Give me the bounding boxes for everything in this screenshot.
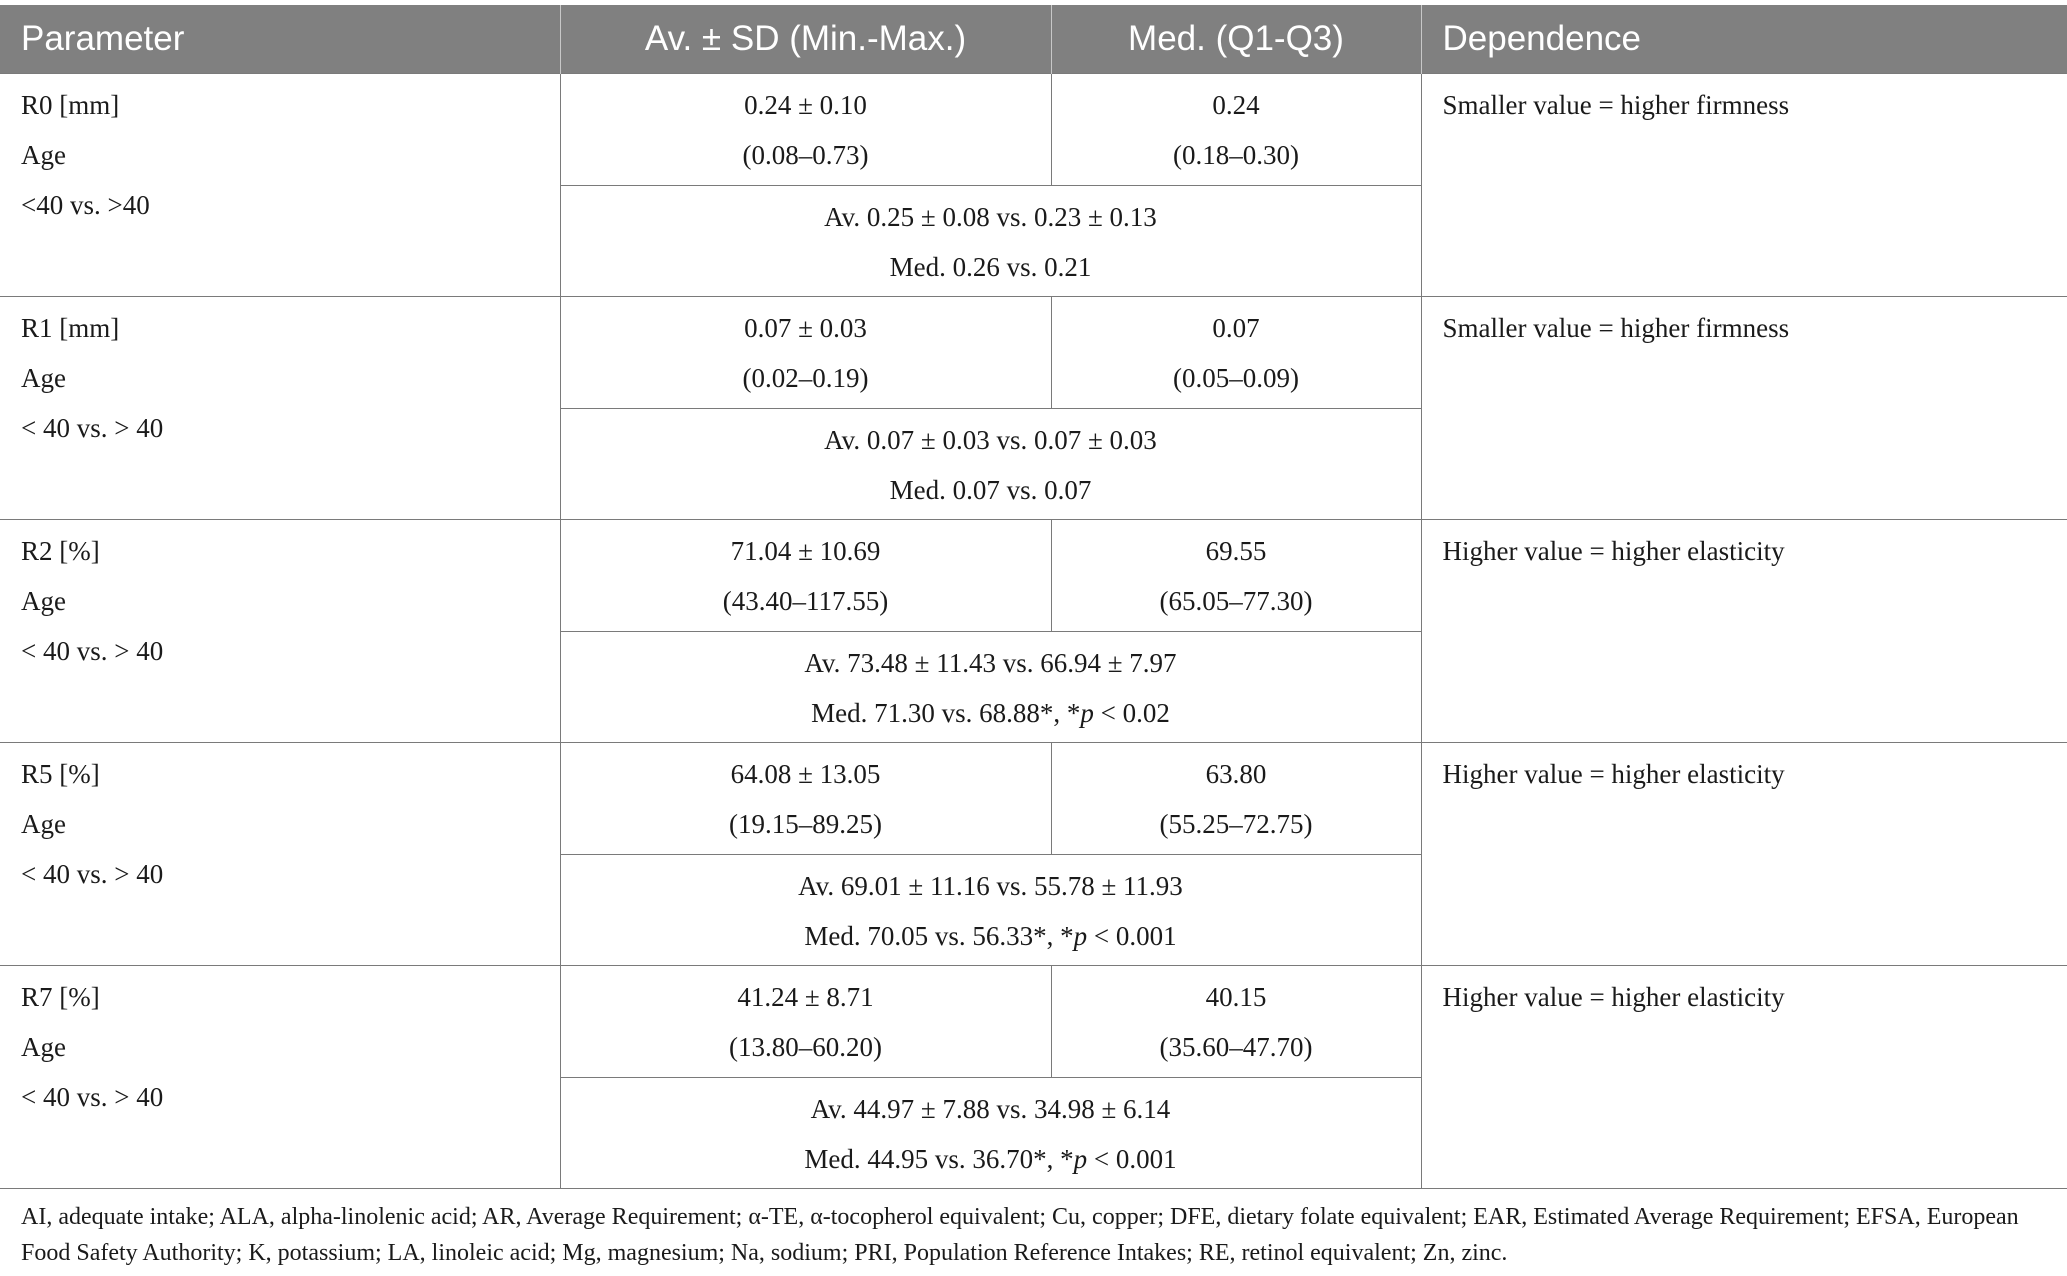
p-value: < 0.001 — [1087, 1144, 1177, 1174]
age-label: Age — [21, 1032, 66, 1062]
parameter-cell — [0, 743, 560, 966]
age-median-text: Med. 44.95 vs. 36.70*, * — [804, 1144, 1074, 1174]
min-max-value: (43.40–117.55) — [722, 586, 889, 616]
median-value: 40.15 — [1205, 982, 1267, 1012]
q1-q3-value: (65.05–77.30) — [1159, 586, 1313, 616]
age-median-text: Med. 70.05 vs. 56.33*, * — [804, 921, 1074, 951]
header-median: Med. (Q1-Q3) — [1051, 5, 1421, 74]
median-cell — [1051, 743, 1421, 855]
parameter-cell — [0, 520, 560, 743]
table-row — [0, 74, 2067, 186]
header-av-sd: Av. ± SD (Min.-Max.) — [560, 5, 1051, 74]
age-comparison-cell — [560, 186, 1421, 297]
table-row — [0, 520, 2067, 632]
age-comparison-cell — [560, 855, 1421, 966]
age-comparison: < 40 vs. > 40 — [21, 1082, 164, 1112]
age-median: Med. 0.07 vs. 0.07 — [889, 475, 1092, 505]
median-cell — [1051, 74, 1421, 186]
median-cell — [1051, 297, 1421, 409]
age-label: Age — [21, 140, 66, 170]
av-sd-cell — [560, 743, 1051, 855]
av-sd-value: 64.08 ± 13.05 — [730, 759, 881, 789]
min-max-value: (13.80–60.20) — [729, 1032, 882, 1062]
parameter-name: R5 [%] — [21, 759, 100, 789]
age-median — [561, 1134, 1421, 1184]
results-table — [0, 5, 2067, 1189]
p-symbol: p — [1073, 1144, 1088, 1174]
parameter-name: R1 [mm] — [21, 313, 120, 343]
table-row — [0, 966, 2067, 1078]
av-sd-cell — [560, 297, 1051, 409]
age-comparison: < 40 vs. > 40 — [21, 413, 164, 443]
p-value: < 0.001 — [1087, 921, 1177, 951]
median-value: 63.80 — [1205, 759, 1267, 789]
age-comparison: <40 vs. >40 — [21, 190, 150, 220]
av-sd-cell — [560, 74, 1051, 186]
median-cell — [1051, 520, 1421, 632]
dependence-cell: Higher value = higher elasticity — [1421, 520, 2067, 743]
age-comparison-cell — [560, 1078, 1421, 1189]
age-average: Av. 0.25 ± 0.08 vs. 0.23 ± 0.13 — [824, 202, 1157, 232]
p-symbol: p — [1080, 698, 1094, 728]
dependence-cell: Higher value = higher elasticity — [1421, 743, 2067, 966]
dependence-cell: Smaller value = higher firmness — [1421, 74, 2067, 297]
parameter-cell — [0, 74, 560, 297]
age-average: Av. 69.01 ± 11.16 vs. 55.78 ± 11.93 — [798, 871, 1183, 901]
av-sd-value: 0.07 ± 0.03 — [744, 313, 867, 343]
av-sd-cell — [560, 520, 1051, 632]
age-label: Age — [21, 586, 66, 616]
min-max-value: (19.15–89.25) — [729, 809, 882, 839]
median-value: 69.55 — [1205, 536, 1267, 566]
parameter-cell — [0, 297, 560, 520]
table-row — [0, 743, 2067, 855]
parameter-cell — [0, 966, 560, 1189]
q1-q3-value: (0.05–0.09) — [1173, 363, 1299, 393]
table-row — [0, 297, 2067, 409]
age-average: Av. 44.97 ± 7.88 vs. 34.98 ± 6.14 — [810, 1094, 1171, 1124]
age-median — [561, 911, 1421, 961]
table-footnote: AI, adequate intake; ALA, alpha-linolenic acid; AR, Average Requirement; α-TE, α-tocopherol equivalent; Cu, copper; DFE, dietary folate equivalent; EAR, Estimated Average Requirement; EFSA, European Food Safety Authority; K, potassium; LA, linoleic acid; Mg, magnesium; Na, sodium; PRI, Population Reference Intakes; RE, retinol equivalent; Zn, zinc. — [21, 1204, 2019, 1266]
table-header-row — [0, 5, 2067, 74]
age-comparison-cell — [560, 409, 1421, 520]
header-parameter: Parameter — [0, 5, 560, 74]
q1-q3-value: (35.60–47.70) — [1159, 1032, 1313, 1062]
age-median: Med. 0.26 vs. 0.21 — [889, 252, 1092, 282]
median-cell — [1051, 966, 1421, 1078]
parameter-name: R0 [mm] — [21, 90, 120, 120]
age-average: Av. 73.48 ± 11.43 vs. 66.94 ± 7.97 — [804, 648, 1177, 678]
age-label: Age — [21, 363, 66, 393]
dependence-cell: Smaller value = higher firmness — [1421, 297, 2067, 520]
median-value: 0.07 — [1212, 313, 1260, 343]
q1-q3-value: (55.25–72.75) — [1159, 809, 1313, 839]
age-comparison-cell — [560, 632, 1421, 743]
age-comparison: < 40 vs. > 40 — [21, 636, 164, 666]
av-sd-value: 41.24 ± 8.71 — [737, 982, 874, 1012]
min-max-value: (0.02–0.19) — [742, 363, 869, 393]
age-median-text: Med. 71.30 vs. 68.88*, * — [811, 698, 1081, 728]
q1-q3-value: (0.18–0.30) — [1173, 140, 1299, 170]
parameter-name: R7 [%] — [21, 982, 100, 1012]
min-max-value: (0.08–0.73) — [742, 140, 869, 170]
av-sd-value: 0.24 ± 0.10 — [744, 90, 867, 120]
av-sd-value: 71.04 ± 10.69 — [730, 536, 881, 566]
av-sd-cell — [560, 966, 1051, 1078]
age-label: Age — [21, 809, 66, 839]
median-value: 0.24 — [1212, 90, 1260, 120]
age-comparison: < 40 vs. > 40 — [21, 859, 164, 889]
p-value: < 0.02 — [1093, 698, 1170, 728]
dependence-cell: Higher value = higher elasticity — [1421, 966, 2067, 1189]
age-average: Av. 0.07 ± 0.03 vs. 0.07 ± 0.03 — [824, 425, 1157, 455]
age-median — [561, 688, 1421, 738]
p-symbol: p — [1073, 921, 1088, 951]
header-dependence: Dependence — [1421, 5, 2067, 74]
parameter-name: R2 [%] — [21, 536, 100, 566]
